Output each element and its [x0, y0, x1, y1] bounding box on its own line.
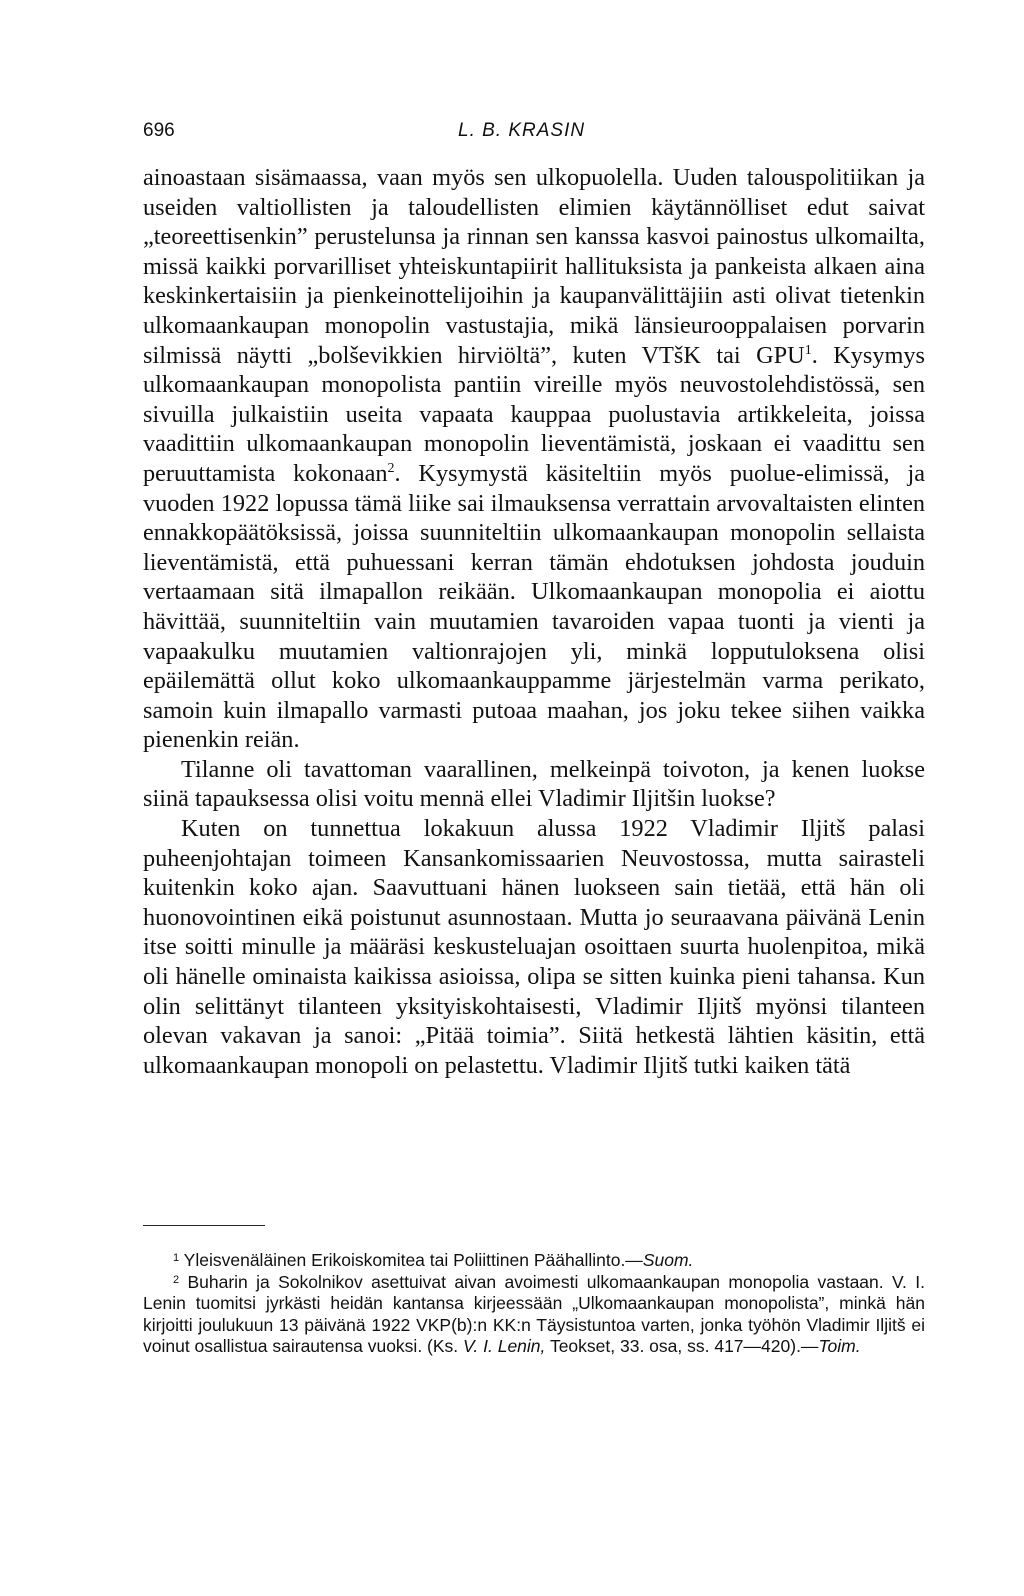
footnote-2 — [143, 1272, 925, 1358]
footnote-1-credit: Suom. — [642, 1250, 694, 1270]
footnote-2-author: V. I. Lenin, — [463, 1336, 546, 1357]
paragraph-1-part-1: ainoastaan sisämaassa, vaan myös sen ulkopuolella. Uuden talouspolitiikan ja useiden valtiollisten ja taloudellisten elimien käytännölliset edut saivat „teoreettisenkin” perustelunsa ja rinnan sen kanssa kasvoi painostus ulkomailta, missä kaikki porvarilliset yhteiskuntapiirit hallituksista ja pankeista alkaen aina keskinkertaisiin ja pienkeinottelijoihin ja kaupanvälittäjiin asti olivat tietenkin ulkomaankaupan monopolin vastustajia, mikä länsieurooppalaisen porvarin silmissä näytti „bolševikkien hirviöltä”, kuten VTšK tai GPU — [143, 164, 925, 369]
page-number: 696 — [143, 120, 175, 141]
footnote-1-marker: 1 — [173, 1252, 180, 1264]
footnotes — [143, 1250, 925, 1358]
footnote-2-text-b: Teokset, 33. osa, ss. 417—420).— — [545, 1336, 819, 1357]
paragraph-1-part-3: . Kysymystä käsiteltiin myös puolue-elimissä, ja vuoden 1922 lopussa tämä liike sai ilmauksensa verrattain arvovaltaisten elinten ennakkopäätöksissä, joissa suunniteltiin ulkomaankaupan monopolin sellaista lieventämistä, että puhuessani kerran tämän ehdotuksen johdosta jouduin vertaamaan sitä ilmapallon reikään. Ulkomaankaupan monopolia ei aiottu hävittää, suunniteltiin vain muutamien tavaroiden vapaa tuonti ja vienti ja vapaakulku muutamien valtionrajojen yli, minkä lopputuloksena olisi epäilemättä ollut koko ulkomaankauppamme järjestelmän varma perikato, samoin kuin ilmapallo varmasti putoaa maahan, jos joku tekee siihen vaikka pienenkin reiän. — [143, 459, 925, 754]
page-header — [143, 120, 923, 146]
footnote-ref-1: 1 — [804, 342, 812, 358]
footnote-ref-2: 2 — [387, 460, 395, 476]
footnote-2-marker: 2 — [173, 1273, 180, 1286]
paragraph-1-part-2: . Kysymys ulkomaankaupan monopolista pantiin vireille myös neuvostolehdistössä, sen sivuilla julkaistiin useita vapaata kauppaa puolustavia artikkeleita, joissa vaadittiin ulkomaankaupan monopolin lieventämistä, joskaan ei vaadittu sen peruuttamista kokonaan — [143, 341, 926, 487]
running-title: L. B. KRASIN — [458, 120, 586, 141]
footnote-separator — [143, 1225, 265, 1226]
paragraph-3: Kuten on tunnettua lokakuun alussa 1922 Vladimir Iljitš palasi puheenjohtajan toimeen Kansankomissaarien Neuvostossa, mutta sairasteli kuitenkin koko ajan. Saavuttuani hänen luokseen sain tietää, että hän oli huonovointinen eikä poistunut asunnostaan. Mutta jo seuraavana päivänä Lenin itse soitti minulle ja määräsi keskusteluajan osoittaen suurta huolenpitoa, mikä oli hänelle ominaista kaikissa asioissa, olipa se sitten kuinka pieni tahansa. Kun olin selittänyt tilanteen yksityiskohtaisesti, Vladimir Iljitš myönsi tilanteen olevan vakavan ja sanoi: „Pitää toimia”. Siitä hetkestä lähtien käsitin, että ulkomaankaupan monopoli on pelastettu. Vladimir Iljitš tutki kaiken tätä — [143, 815, 925, 1079]
footnote-1-text: Yleisvenäläinen Erikoiskomitea tai Poliittinen Päähallinto.— — [183, 1250, 643, 1270]
paragraph-1 — [143, 163, 925, 755]
footnote-2-credit: Toim. — [818, 1336, 861, 1357]
main-text — [143, 163, 925, 1080]
footnote-2-text-a: Buharin ja Sokolnikov asettuivat aivan avoimesti ulkomaankaupan monopolia vastaan. V. I. Lenin tuomitsi jyrkästi heidän kantansa kirjeessään „Ulkomaankaupan monopolista”, minkä hän kirjoitti joulukuun 13 päivänä 1922 VKP(b):n KK:n Täysistuntoa varten, jonka työhön Vladimir Iljitš ei voinut osallistua sairautensa vuoksi. (Ks. — [143, 1271, 925, 1357]
paragraph-2: Tilanne oli tavattoman vaarallinen, melkeinpä toivoton, ja kenen luokse siinä tapauksessa olisi voitu mennä ellei Vladimir Iljitšin luokse? — [143, 755, 925, 813]
footnote-1 — [143, 1250, 925, 1272]
